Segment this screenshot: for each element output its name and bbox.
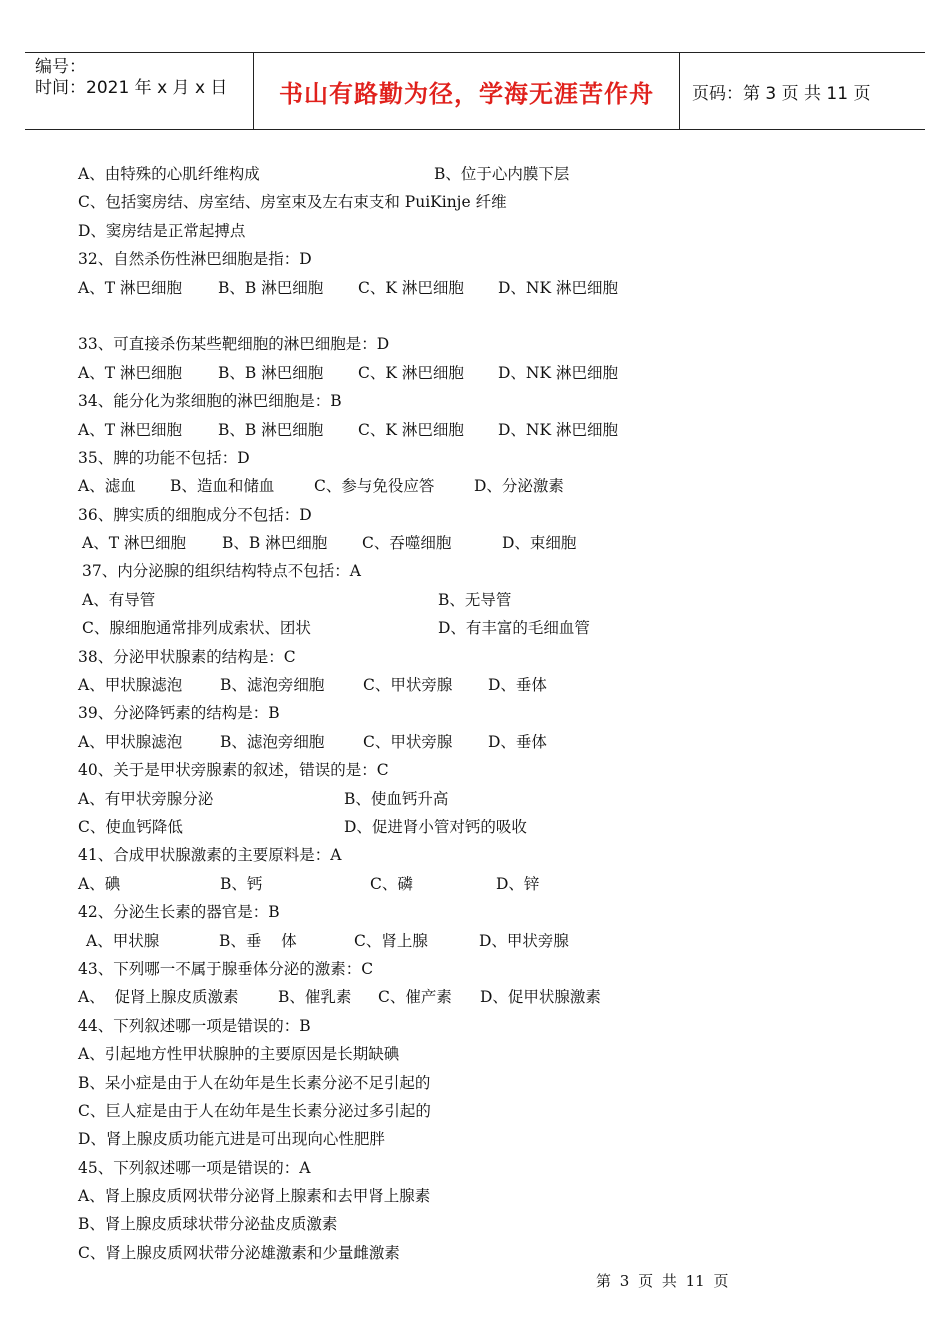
text-line (78, 898, 898, 926)
option-text: A、T 淋巴细胞 (78, 420, 182, 439)
text-line (78, 330, 898, 358)
text-line (78, 302, 898, 330)
option-text: B、钙 (220, 874, 263, 893)
header-motto: 书山有路勤为径，学海无涯苦作舟 (279, 78, 654, 108)
text-line (78, 927, 898, 955)
option-text: C、K 淋巴细胞 (358, 420, 464, 439)
line-text: 33、可直接杀伤某些靶细胞的淋巴细胞是：D (78, 335, 390, 354)
text-line (78, 1069, 898, 1097)
option-text: A、碘 (78, 874, 121, 893)
header-meta (25, 53, 254, 129)
text-line (78, 955, 898, 983)
line-text: 44、下列叙述哪一项是错误的：B (78, 1016, 311, 1035)
option-text: B、B 淋巴细胞 (218, 420, 324, 439)
line-text: 41、合成甲状腺激素的主要原料是：A (78, 846, 342, 865)
text-line (78, 586, 898, 614)
text-line (78, 416, 898, 444)
option-text: C、催产素 (378, 988, 452, 1007)
text-line (78, 217, 898, 245)
option-text: A、 促肾上腺皮质激素 (78, 988, 239, 1007)
option-text: D、促甲状腺激素 (480, 988, 601, 1007)
question-content (78, 160, 898, 1267)
text-line (78, 160, 898, 188)
option-text: B、B 淋巴细胞 (218, 363, 324, 382)
text-line (78, 1210, 898, 1238)
line-text: 43、下列哪一不属于腺垂体分泌的激素：C (78, 959, 374, 978)
option-text: C、参与免役应答 (314, 477, 435, 496)
text-line (78, 785, 898, 813)
line-text: 42、分泌生长素的器官是：B (78, 903, 280, 922)
line-text: B、呆小症是由于人在幼年是生长素分泌不足引起的 (78, 1073, 431, 1092)
option-text: C、K 淋巴细胞 (358, 363, 464, 382)
header-page-info-cell (680, 53, 925, 129)
header-motto-cell (254, 53, 680, 129)
option-text: A、甲状腺滤泡 (78, 732, 183, 751)
option-text: B、造血和储血 (170, 477, 275, 496)
option-text: D、垂体 (488, 732, 547, 751)
line-text: 40、关于是甲状旁腺素的叙述，错误的是：C (78, 761, 389, 780)
option-text: A、T 淋巴细胞 (78, 363, 182, 382)
text-line (78, 188, 898, 216)
option-text: D、NK 淋巴细胞 (498, 278, 618, 297)
text-line (78, 1154, 898, 1182)
line-text: C、包括窦房结、房室结、房室束及左右束支和 PuiKinje 纤维 (78, 193, 507, 212)
time-label: 时间：2021 年 x 月 x 日 (35, 78, 228, 98)
option-text: D、分泌激素 (474, 477, 564, 496)
text-line (78, 870, 898, 898)
option-text: A、T 淋巴细胞 (78, 278, 182, 297)
page-header (25, 52, 925, 130)
option-text: B、滤泡旁细胞 (220, 732, 325, 751)
text-line (78, 359, 898, 387)
option-text: C、甲状旁腺 (363, 732, 453, 751)
option-text: D、NK 淋巴细胞 (498, 363, 618, 382)
option-text: C、磷 (370, 874, 413, 893)
option-text: A、有导管 (82, 590, 156, 609)
option-text: D、锌 (496, 874, 540, 893)
text-line (78, 1125, 898, 1153)
text-line (78, 841, 898, 869)
line-text: A、引起地方性甲状腺肿的主要原因是长期缺碘 (78, 1045, 400, 1064)
header-page-info: 页码：第 3 页 共 11 页 (692, 83, 871, 104)
text-line (78, 444, 898, 472)
option-text: D、有丰富的毛细血管 (438, 619, 590, 638)
option-text: D、促进肾小管对钙的吸收 (344, 817, 527, 836)
option-text: D、甲状旁腺 (479, 931, 569, 950)
line-text: D、肾上腺皮质功能亢进是可出现向心性肥胖 (78, 1130, 385, 1149)
text-line (78, 1239, 898, 1267)
option-text: B、B 淋巴细胞 (218, 278, 324, 297)
option-text: C、吞噬细胞 (362, 534, 452, 553)
text-line (78, 756, 898, 784)
option-text: B、使血钙升高 (344, 789, 449, 808)
text-line (78, 274, 898, 302)
option-text: A、甲状腺 (86, 931, 160, 950)
line-text: 35、脾的功能不包括：D (78, 448, 250, 467)
line-text: 38、分泌甲状腺素的结构是：C (78, 647, 296, 666)
text-line (78, 472, 898, 500)
option-text: D、NK 淋巴细胞 (498, 420, 618, 439)
line-text: D、窦房结是正常起搏点 (78, 221, 246, 240)
option-text: C、腺细胞通常排列成索状、团状 (82, 619, 311, 638)
text-line (78, 643, 898, 671)
text-line (78, 1040, 898, 1068)
text-line (78, 983, 898, 1011)
option-text: A、甲状腺滤泡 (78, 676, 183, 695)
option-text: B、催乳素 (278, 988, 352, 1007)
line-text: C、肾上腺皮质网状带分泌雄激素和少量雌激素 (78, 1243, 400, 1262)
line-text: 32、自然杀伤性淋巴细胞是指：D (78, 250, 312, 269)
text-line (78, 614, 898, 642)
option-text: A、滤血 (78, 477, 136, 496)
option-text: B、无导管 (438, 590, 512, 609)
text-line (78, 1012, 898, 1040)
option-text: B、垂 体 (219, 931, 297, 950)
line-text: 37、内分泌腺的组织结构特点不包括：A (82, 562, 361, 581)
line-text: 36、脾实质的细胞成分不包括：D (78, 505, 312, 524)
option-text: A、有甲状旁腺分泌 (78, 789, 214, 808)
text-line (78, 529, 898, 557)
line-text: A、肾上腺皮质网状带分泌肾上腺素和去甲肾上腺素 (78, 1187, 431, 1206)
line-text: 34、能分化为浆细胞的淋巴细胞是：B (78, 392, 342, 411)
text-line (78, 813, 898, 841)
line-text: B、肾上腺皮质球状带分泌盐皮质激素 (78, 1215, 338, 1234)
text-line (78, 387, 898, 415)
page-footer: 第 3 页 共 11 页 (596, 1272, 729, 1290)
text-line (78, 1182, 898, 1210)
line-text: C、巨人症是由于人在幼年是生长素分泌过多引起的 (78, 1101, 431, 1120)
option-text: A、T 淋巴细胞 (82, 534, 186, 553)
text-line (78, 728, 898, 756)
option-text: D、垂体 (488, 676, 547, 695)
option-text: A、由特殊的心肌纤维构成 (78, 165, 260, 183)
line-text: 39、分泌降钙素的结构是：B (78, 704, 280, 723)
text-line (78, 699, 898, 727)
option-text: C、甲状旁腺 (363, 676, 453, 695)
option-text: C、使血钙降低 (78, 817, 183, 836)
option-text: B、位于心内膜下层 (434, 165, 570, 183)
text-line (78, 501, 898, 529)
text-line (78, 557, 898, 585)
line-text: 45、下列叙述哪一项是错误的：A (78, 1158, 311, 1177)
option-text: D、束细胞 (502, 534, 577, 553)
option-text: B、滤泡旁细胞 (220, 676, 325, 695)
text-line (78, 245, 898, 273)
number-label: 编号： (35, 57, 86, 77)
text-line (78, 1097, 898, 1125)
option-text: B、B 淋巴细胞 (222, 534, 328, 553)
text-line (78, 671, 898, 699)
option-text: C、肾上腺 (354, 931, 428, 950)
option-text: C、K 淋巴细胞 (358, 278, 464, 297)
